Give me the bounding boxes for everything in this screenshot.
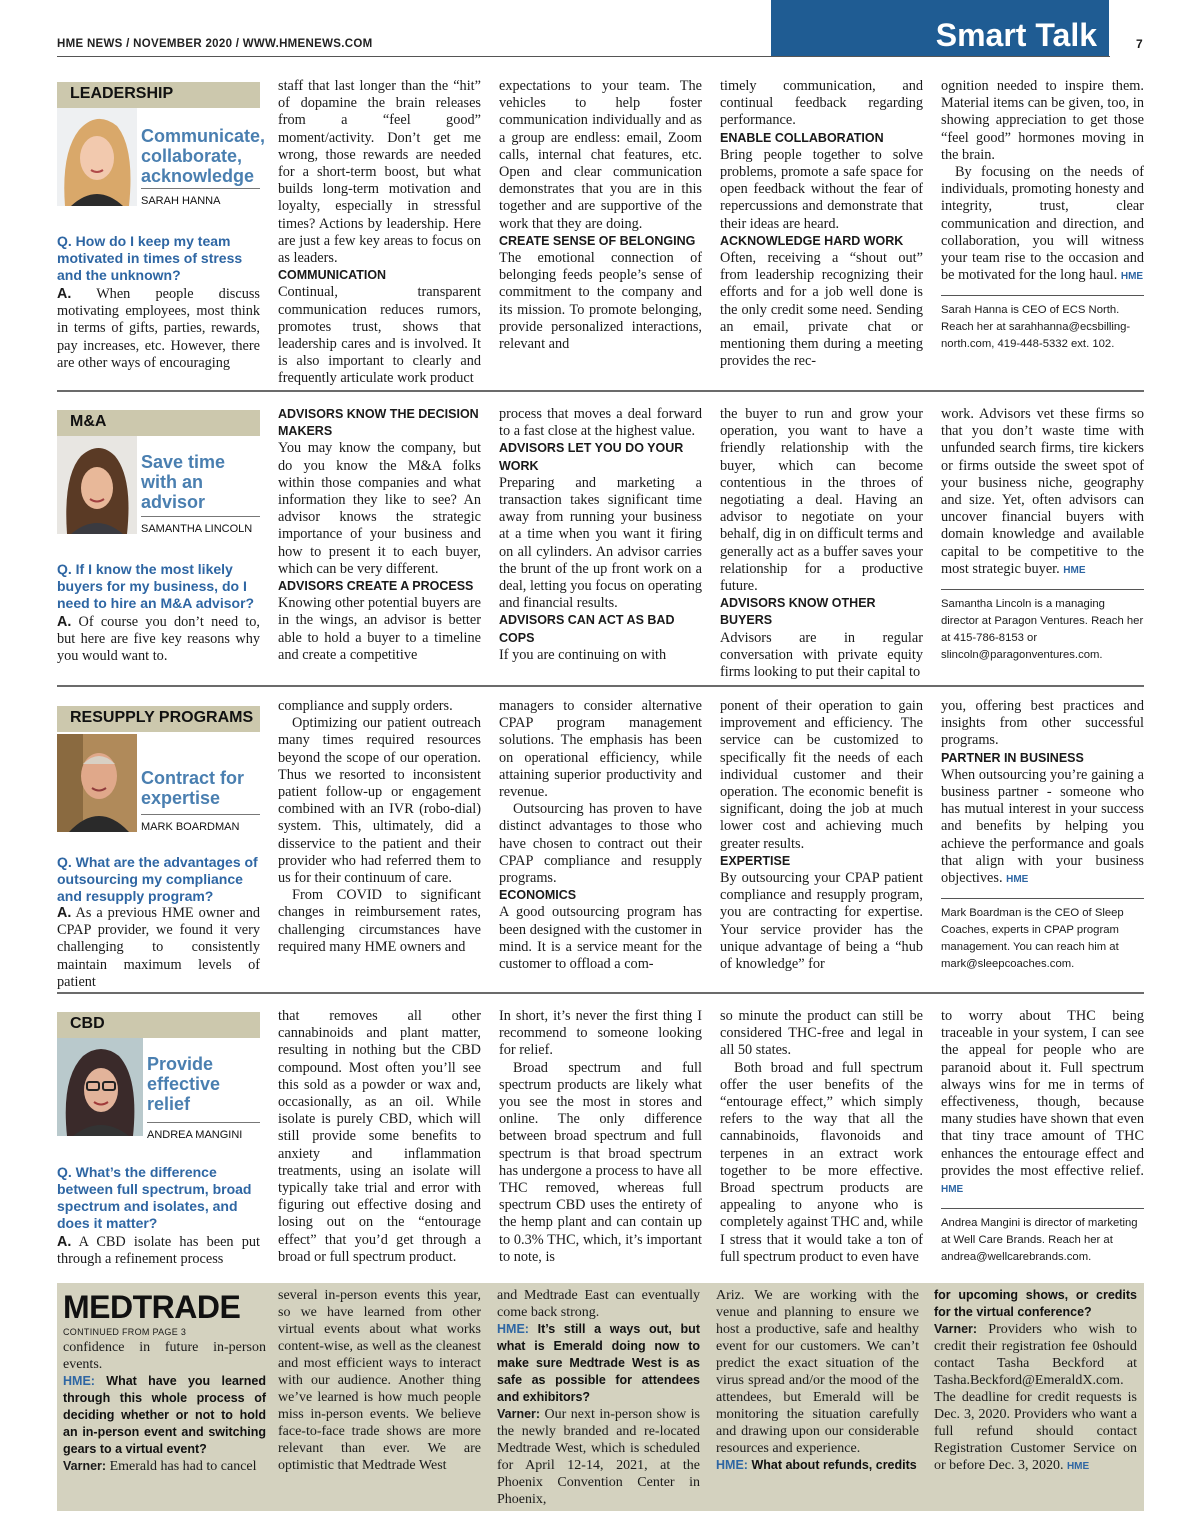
article-question: Q. What’s the difference between full spectrum, broad spectrum and isolates, and does it matter? (57, 1164, 252, 1231)
topic-label: RESUPPLY PROGRAMS (70, 709, 254, 726)
text-column-4 (941, 1008, 1144, 1274)
author-name: ANDREA MANGINI (147, 1122, 260, 1141)
body-paragraph: When outsourcing you’re gaining a business partner - someone who has mutual interest in your success and benefits by helping you achieve the performance and goals that align with your business objectives. (941, 766, 1144, 887)
interview-question: What about refunds, credits (751, 1458, 917, 1472)
article-headline: Provide effective relief (147, 1054, 221, 1114)
author-bio: Sarah Hanna is CEO of ECS North. Reach her at sarahhanna@ecsbilling-north.com, 419-448-5332 ext. 102. (941, 295, 1144, 353)
subhead: PARTNER IN BUSINESS (941, 750, 1084, 765)
answer-label: A. (57, 905, 72, 921)
text-column-4 (941, 406, 1144, 670)
text-column-4 (941, 78, 1144, 374)
body-paragraph: Outsourcing has proven to have distinct advantages to those who have chosen to contract out their CPAP compliance and resupply programs. (499, 801, 702, 887)
body-paragraph: Often, receiving a “shout out” from leadership recognizing their efforts and for a job well done is the only credit some need. Sending an email, private chat or mentioning them during a meeting provides the rec- (720, 250, 923, 370)
section-divider (57, 992, 1144, 994)
body-paragraph: confidence in future in-person events. (63, 1340, 266, 1372)
article-headline: Communicate, collaborate, acknowledge (141, 126, 266, 186)
body-paragraph: From COVID to significant changes in reimbursement rates, challenging circumstances have required many HME owners and (278, 887, 481, 955)
header-rule (57, 56, 1110, 57)
subhead: COMMUNICATION (278, 268, 387, 283)
subhead: CREATE SENSE OF BELONGING (499, 233, 696, 248)
body-paragraph: staff that last longer than the “hit” of dopamine the brain releases from a “feel good” moment/activity. Don’t get me wrong, those rewards are needed for a short-term boost, but what builds long-term motivation and loyalty, especially in stressful times? Actions by leadership. Here are just a few key areas to focus on as leaders. (278, 78, 481, 267)
answer-text: Of course you don’t need to, but here are five key reasons why you would want to. (57, 614, 261, 665)
author-bio: Andrea Mangini is director of marketing at Well Care Brands. Reach her at andrea@wellcarebrands.com. (941, 1208, 1144, 1266)
medtrade-column-2 (278, 1287, 481, 1509)
body-paragraph: expectations to your team. The vehicles to help foster communication individually and as a group are endless: email, Zoom calls, internal chat features, etc. Open and clear communication demonstrates that you are in this together and are supportive of the work that they are doing. (499, 78, 702, 232)
body-paragraph: Ariz. We are working with the venue and planning to ensure we host a productive, safe and healthy event for our customers. We can’t predict the exact situation of the virus spread and/or the mood of the attendees, but Emerald will be monitoring the situation carefully and drawing upon our considerable resources and experience. (716, 1288, 919, 1456)
text-column-1 (278, 698, 481, 976)
hme-question-label: HME: (716, 1458, 748, 1472)
answer-text: As a previous HME owner and CPAP provider, we found it very challenging to consistently maintain maximum levels of patient (57, 905, 260, 990)
page-number: 7 (1136, 37, 1143, 51)
answer-text: A CBD isolate has been put through a refinement process (57, 1234, 260, 1268)
subhead: ADVISORS KNOW OTHER BUYERS (720, 596, 876, 628)
hme-end-mark: HME (1006, 874, 1029, 886)
section-banner (771, 0, 1109, 57)
body-paragraph: managers to consider alternative CPAP program management solutions. The emphasis has been on operational efficiency, while attaining superior productivity and revenue. (499, 698, 702, 801)
body-paragraph: process that moves a deal forward to a fast close at the highest value. (499, 406, 702, 440)
continued-from: CONTINUED FROM PAGE 3 (63, 1327, 187, 1337)
body-paragraph: Continual, transparent communication reduces rumors, promotes trust, shows that leadership cares and is involved. It is also important to clearly and frequently articulate work product (278, 284, 481, 387)
subhead: ADVISORS KNOW THE DECISION MAKERS (278, 407, 479, 439)
hme-end-mark: HME (1120, 271, 1144, 283)
subhead: ECONOMICS (499, 888, 577, 903)
article-answer (57, 286, 260, 372)
author-name: SARAH HANNA (141, 188, 260, 207)
article-resupply (57, 698, 1144, 990)
text-column-1 (278, 1008, 481, 1274)
interview-question: for upcoming shows, or credits for the virtual conference? (934, 1288, 1137, 1319)
body-paragraph: You may know the company, but do you know the M&A folks within those companies and what information they like to see? An advisor knows the strategic importance of your business and how to present it to each buyer, which can be very different. (278, 440, 481, 577)
answer-label: A. (57, 1234, 72, 1250)
subhead: ADVISORS LET YOU DO YOUR WORK (499, 441, 684, 473)
body-paragraph: The emotional connection of belonging feeds people’s sense of commitment to the company and its mission. To promote belonging, provide personalized interactions, relevant and (499, 250, 702, 353)
body-paragraph: By outsourcing your CPAP patient compliance and resupply program, you are contracting for expertise. Your service provider has the unique advantage of being a “hub of knowledge” for (720, 870, 923, 973)
topic-tag (57, 82, 260, 108)
text-column-3 (720, 1008, 923, 1274)
author-name: MARK BOARDMAN (141, 814, 260, 833)
medtrade-title: MEDTRADE (63, 1289, 241, 1325)
body-paragraph: you, offering best practices and insights from other successful programs. (941, 698, 1144, 749)
text-column-3 (720, 698, 923, 976)
body-paragraph: In short, it’s never the first thing I recommend to someone looking for relief. (499, 1008, 702, 1059)
subhead: ENABLE COLLABORATION (720, 130, 884, 145)
body-paragraph: By focusing on the needs of individuals, promoting honesty and integrity, trust, clear communication and direction, and collaboration, you will witness your team rise to the occasion and be motivated for the long haul. (941, 164, 1144, 284)
body-paragraph: If you are continuing on with (499, 646, 667, 663)
author-bio: Mark Boardman is the CEO of Sleep Coaches, experts in CPAP program management. You can reach him at mark@sleepcoaches.com. (941, 898, 1144, 973)
body-paragraph: that removes all other cannabinoids and plant matter, resulting in nothing but the CBD compound. Most often you’ll see this sold as a powder or wax and, occasionally, as an oil. While isolate is purely CBD, which will still provide some benefits to anxiety and inflammation treatments, using an isolate will typically take trial and error with figuring out effective dosing and losing out on the “entourage effect” that you’d get through a broad or full spectrum product. (278, 1008, 481, 1265)
text-column-1 (278, 406, 481, 670)
subhead: ADVISORS CAN ACT AS BAD COPS (499, 613, 675, 645)
masthead-info: HME NEWS / NOVEMBER 2020 / WWW.HMENEWS.COM (57, 38, 373, 50)
subhead: ADVISORS CREATE A PROCESS (278, 579, 474, 594)
medtrade-continuation (57, 1283, 1144, 1511)
body-paragraph: the buyer to run and grow your operation, you want to have a friendly relationship with the buyer, which can become contentious in the throes of negotiating a deal. Having an advisor to negotiate on your behalf, dig in on difficult terms and generally act as a buffer saves your relationship for a productive future. (720, 406, 923, 595)
author-name: SAMANTHA LINCOLN (141, 516, 260, 535)
article-headline: Contract for expertise (141, 768, 244, 808)
article-answer (57, 614, 260, 666)
article-question: Q. If I know the most likely buyers for my business, do I need to hire an M&A advisor? (57, 561, 255, 611)
section-divider (57, 685, 1144, 687)
text-column-3 (720, 406, 923, 681)
body-paragraph: so minute the product can still be considered THC-free and legal in all 50 states. (720, 1008, 923, 1059)
body-paragraph: Advisors are in regular conversation with private equity firms looking to put their capital to (720, 629, 923, 681)
text-column-3 (720, 78, 923, 374)
answer-text: When people discuss motivating employees, most think in terms of gifts, parties, rewards, pay increases, etc. However, there are other ways of encouraging (57, 286, 260, 371)
interview-question: What have you learned through this whole process of deciding whether or not to hold an in-person event and switching gears to a virtual event? (63, 1374, 266, 1456)
interview-answer: Emerald has had to cancel (109, 1459, 257, 1474)
body-paragraph: Knowing other potential buyers are in the wings, an advisor is better able to hold a buyer to a timeline and create a competitive (278, 595, 481, 663)
body-paragraph: Preparing and marketing a transaction takes significant time away from running your business at a time when you want it firing on all cylinders. An advisor carries the brunt of the up front work on a deal, letting you focus on operating and financial results. (499, 474, 702, 612)
medtrade-column-1 (63, 1339, 266, 1509)
body-paragraph: work. Advisors vet these firms so that you don’t waste time with unfunded search firms, tire kickers or firms outside the sweet spot of your business niche, geography and size. Yet, often advisors can uncover financial buyers with domain knowledge and available capital to be competitive to the most strategic buyer. (941, 406, 1144, 577)
body-paragraph: Bring people together to solve problems, promote a safe space for open feedback without the fear of repercussions and demonstrate that their ideas are heard. (720, 146, 923, 232)
article-sidebar (57, 706, 260, 990)
hme-end-mark: HME (941, 1184, 964, 1196)
medtrade-column-3 (497, 1287, 700, 1509)
article-cbd (57, 1008, 1144, 1274)
answer-label: A. (57, 286, 72, 302)
hme-question-label: HME: (497, 1322, 529, 1336)
text-column-2 (499, 406, 702, 670)
body-paragraph: and Medtrade East can eventually come back strong. (497, 1288, 700, 1320)
topic-label: CBD (70, 1015, 105, 1032)
interview-question: It’s still a ways out, but what is Emerald doing now to make sure Medtrade West is as safe as possible for attendees and exhibitors? (497, 1322, 700, 1404)
article-sidebar (57, 82, 266, 371)
article-sidebar (57, 410, 261, 665)
body-paragraph: ponent of their operation to gain improvement and efficiency. The service can be customized to specifically fit the needs of each individual customer and their operation. The economic benefit is significant, doing the job at much lower cost and achieving much greater results. (720, 698, 923, 852)
topic-tag (57, 706, 260, 732)
body-paragraph: ognition needed to inspire them. Material items can be given, too, in showing appreciation to get those “feel good” hormones moving in the brain. (941, 78, 1144, 163)
text-column-1 (278, 78, 481, 387)
text-column-2 (499, 1008, 702, 1274)
body-paragraph: timely communication, and continual feedback regarding performance. (720, 78, 923, 129)
text-column-2 (499, 78, 702, 374)
hme-end-mark: HME (1066, 1461, 1090, 1472)
speaker-label: Varner: (934, 1322, 978, 1336)
article-leadership (57, 78, 1144, 387)
body-paragraph: Optimizing our patient outreach many times required resources beyond the scope of our operation. Thus we resorted to inconsistent patient follow-up or engagement combined with an IVR (robo-dial) system. This, ultimately, did a disservice to the patient and their provider who had referred them to us for their continuum of care. (278, 715, 481, 887)
medtrade-column-5 (934, 1287, 1137, 1509)
author-photo (57, 1038, 143, 1136)
subhead: ACKNOWLEDGE HARD WORK (720, 233, 904, 248)
article-answer (57, 1234, 260, 1268)
medtrade-column-4 (716, 1287, 919, 1509)
interview-answer: Our next in-person show is the newly branded and re-located Medtrade West, which is scheduled for April 12-14, 2021, at the Phoenix Convention Center in Phoenix, (497, 1407, 700, 1507)
author-photo (57, 734, 137, 832)
article-m-and-a (57, 406, 1144, 681)
article-sidebar (57, 1012, 260, 1268)
body-paragraph: A good outsourcing program has been designed with the customer in mind. It is a service meant for the customer to offload a com- (499, 904, 702, 973)
hme-end-mark: HME (1063, 564, 1086, 576)
section-title: Smart Talk (935, 17, 1097, 53)
topic-label: M&A (70, 413, 107, 430)
article-answer (57, 905, 260, 991)
topic-tag (57, 410, 260, 436)
author-photo (57, 436, 137, 534)
topic-tag (57, 1012, 260, 1038)
hme-question-label: HME: (63, 1374, 95, 1388)
text-column-4 (941, 698, 1144, 976)
answer-label: A. (57, 614, 72, 630)
body-paragraph: several in-person events this year, so we have learned from other virtual events about what works content-wise, as well as the cleanest and most efficient ways to interact with our audience. Another thing we’ve learned is how much people miss in-person events. We believe face-to-face trade shows are more relevant than ever. We are optimistic that Medtrade West (278, 1288, 481, 1473)
subhead: EXPERTISE (720, 853, 791, 868)
body-paragraph: to worry about THC being traceable in your system, I can see the appeal for people who are paranoid about it. Full spectrum always wins for me in terms of effectiveness, though, because many studies have shown that even that tiny trace amount of THC enhances the entourage effect and provides the most effective relief. (941, 1008, 1144, 1179)
section-divider (57, 390, 1144, 392)
body-paragraph: Broad spectrum and full spectrum products are likely what you see the most in stores and online. The only difference between broad spectrum and full spectrum is that broad spectrum has undergone a process to have all THC removed, whereas full spectrum CBD uses the entirety of the hemp plant and can contain up to 0.3% THC, which, it’s important to note, is (499, 1059, 702, 1265)
interview-answer: Providers who wish to credit their registration fee 0should contact Tasha Beckford at Tasha.Beckford@EmeraldX.com. The deadline for credit requests is Dec. 3, 2020. Providers who want a full refund should contact Registration Customer Service on or before Dec. 3, 2020. (934, 1322, 1137, 1473)
article-question: Q. How do I keep my team motivated in times of stress and the unknown? (57, 233, 243, 283)
author-bio: Samantha Lincoln is a managing director at Paragon Ventures. Reach her at 415-786-8153 or slincoln@paragonventures.com. (941, 589, 1144, 664)
text-column-2 (499, 698, 702, 976)
speaker-label: Varner: (63, 1459, 107, 1473)
topic-label: LEADERSHIP (70, 85, 174, 102)
author-photo (57, 108, 137, 206)
article-headline: Save time with an advisor (141, 452, 226, 512)
body-paragraph: Both broad and full spectrum offer the user benefits of the “entourage effect,” which simply refers to the way that all the cannabinoids, flavonoids and terpenes in an extract work together to be more effective. Broad spectrum products are appealing to anyone who is completely against THC and, while I stress that it would take a ton of full spectrum product to even have (720, 1059, 923, 1265)
speaker-label: Varner: (497, 1407, 541, 1421)
article-question: Q. What are the advantages of outsourcing my compliance and resupply program? (57, 854, 258, 904)
body-paragraph: compliance and supply orders. (278, 698, 453, 714)
